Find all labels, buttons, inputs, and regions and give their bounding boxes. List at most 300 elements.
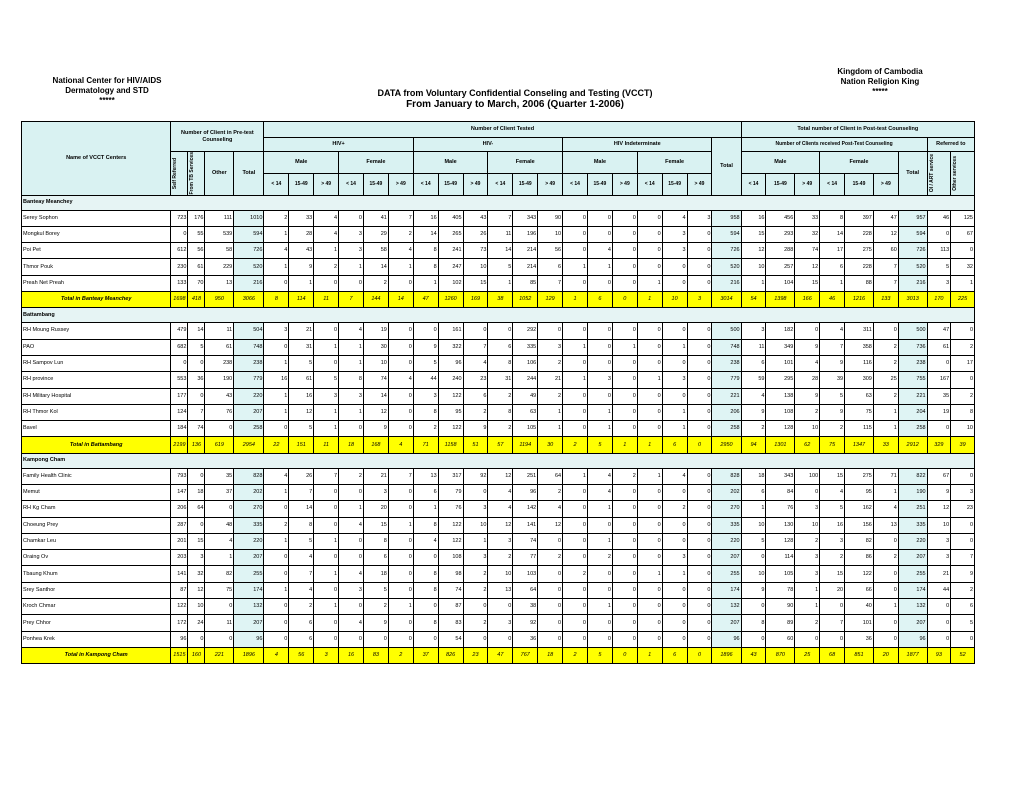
table-cell: 30 bbox=[538, 437, 563, 453]
table-cell: 31 bbox=[488, 372, 513, 388]
table-cell: 0 bbox=[687, 226, 712, 242]
table-cell: 13 bbox=[873, 517, 898, 533]
table-cell: 0 bbox=[687, 372, 712, 388]
table-cell: 96 bbox=[438, 355, 463, 371]
col-header-pretest-total: Total bbox=[234, 152, 264, 196]
table-cell: 0 bbox=[314, 517, 339, 533]
table-cell: 767 bbox=[513, 647, 538, 663]
table-cell: 93 bbox=[927, 647, 951, 663]
table-cell: 0 bbox=[820, 599, 845, 615]
table-cell: 0 bbox=[612, 292, 637, 308]
table-cell: 0 bbox=[388, 566, 413, 582]
table-cell: 104 bbox=[766, 275, 795, 291]
table-cell: 3 bbox=[188, 550, 205, 566]
table-cell: 18 bbox=[538, 647, 563, 663]
table-cell: 0 bbox=[662, 582, 687, 598]
table-cell: 238 bbox=[234, 355, 264, 371]
table-cell: 0 bbox=[873, 323, 898, 339]
table-cell: 37 bbox=[205, 484, 234, 500]
table-cell: 0 bbox=[563, 550, 588, 566]
table-cell: 0 bbox=[388, 404, 413, 420]
table-cell: 9 bbox=[927, 484, 951, 500]
table-cell: 8 bbox=[264, 292, 289, 308]
table-cell: 2 bbox=[587, 550, 612, 566]
table-cell: 0 bbox=[612, 501, 637, 517]
table-cell: 0 bbox=[612, 533, 637, 549]
table-cell: 14 bbox=[820, 226, 845, 242]
table-cell: 4 bbox=[264, 468, 289, 484]
table-cell: 0 bbox=[563, 533, 588, 549]
table-cell: 0 bbox=[339, 550, 364, 566]
table-row bbox=[22, 566, 975, 582]
table-cell: 216 bbox=[234, 275, 264, 291]
col-header-tested: Number of Client Tested bbox=[264, 122, 741, 138]
table-cell: 6 bbox=[488, 339, 513, 355]
table-cell: 4 bbox=[314, 210, 339, 226]
table-cell: 247 bbox=[438, 259, 463, 275]
table-cell: 5 bbox=[363, 582, 388, 598]
table-cell: 1 bbox=[264, 533, 289, 549]
section-title: Kampong Cham bbox=[22, 453, 975, 468]
table-cell: 0 bbox=[612, 372, 637, 388]
table-cell: 147 bbox=[171, 484, 188, 500]
table-cell: 169 bbox=[463, 292, 488, 308]
col-header-pos-female: Female bbox=[339, 152, 414, 174]
table-cell: 2 bbox=[388, 647, 413, 663]
table-cell: 4 bbox=[820, 484, 845, 500]
table-cell: 6 bbox=[741, 355, 766, 371]
table-cell: 0 bbox=[563, 501, 588, 517]
table-cell: 0 bbox=[205, 631, 234, 647]
table-cell: 2 bbox=[563, 566, 588, 582]
table-cell: 182 bbox=[766, 323, 795, 339]
table-cell: 96 bbox=[712, 631, 741, 647]
table-cell: 203 bbox=[171, 550, 188, 566]
table-cell: 36 bbox=[845, 631, 874, 647]
center-name: RH province bbox=[22, 372, 171, 388]
table-cell: 0 bbox=[687, 355, 712, 371]
table-cell: 122 bbox=[438, 533, 463, 549]
center-name: Srey Santhor bbox=[22, 582, 171, 598]
table-cell: 0 bbox=[563, 615, 588, 631]
table-cell: 1 bbox=[795, 599, 820, 615]
table-cell: 0 bbox=[463, 599, 488, 615]
table-cell: 23 bbox=[463, 647, 488, 663]
table-cell: 67 bbox=[927, 468, 951, 484]
table-cell: 0 bbox=[314, 550, 339, 566]
center-name: Oraing Ov bbox=[22, 550, 171, 566]
col-header-other: Other bbox=[205, 152, 234, 196]
table-cell: 2 bbox=[463, 566, 488, 582]
table-cell: 0 bbox=[951, 631, 975, 647]
col-header-pos-male: Male bbox=[264, 152, 339, 174]
table-cell: 2 bbox=[563, 647, 588, 663]
table-cell: 1 bbox=[463, 533, 488, 549]
table-cell: 4 bbox=[488, 501, 513, 517]
table-cell: 0 bbox=[951, 243, 975, 259]
table-cell: 0 bbox=[388, 355, 413, 371]
table-cell: 1 bbox=[873, 484, 898, 500]
table-cell: 682 bbox=[171, 339, 188, 355]
total-label: Total in Banteay Meanchey bbox=[22, 292, 171, 308]
table-cell: 64 bbox=[538, 468, 563, 484]
table-cell: 60 bbox=[873, 243, 898, 259]
table-cell: 0 bbox=[188, 388, 205, 404]
table-row bbox=[22, 404, 975, 420]
table-cell: 76 bbox=[766, 501, 795, 517]
table-cell: 2 bbox=[951, 339, 975, 355]
table-cell: 0 bbox=[388, 631, 413, 647]
table-cell: 9 bbox=[363, 421, 388, 437]
table-cell: 114 bbox=[766, 550, 795, 566]
table-cell: 8 bbox=[413, 517, 438, 533]
table-cell: 16 bbox=[264, 372, 289, 388]
table-cell: 6 bbox=[463, 388, 488, 404]
table-cell: 500 bbox=[898, 323, 927, 339]
table-cell: 0 bbox=[637, 484, 662, 500]
table-cell: 0 bbox=[662, 355, 687, 371]
table-cell: 0 bbox=[587, 226, 612, 242]
table-cell: 0 bbox=[314, 275, 339, 291]
table-cell: 174 bbox=[712, 582, 741, 598]
table-cell: 16 bbox=[820, 517, 845, 533]
table-cell: 3 bbox=[951, 484, 975, 500]
table-cell: 16 bbox=[339, 647, 364, 663]
center-name: Family Health Clinic bbox=[22, 468, 171, 484]
table-cell: 1 bbox=[264, 388, 289, 404]
table-cell: 0 bbox=[927, 355, 951, 371]
table-cell: 0 bbox=[637, 388, 662, 404]
center-name: Thmor Pouk bbox=[22, 259, 171, 275]
table-cell: 3 bbox=[339, 582, 364, 598]
table-cell: 0 bbox=[463, 631, 488, 647]
table-cell: 335 bbox=[234, 517, 264, 533]
center-name: RH Sampov Lun bbox=[22, 355, 171, 371]
table-cell: 1 bbox=[637, 647, 662, 663]
table-cell: 0 bbox=[188, 517, 205, 533]
table-cell: 0 bbox=[741, 599, 766, 615]
col-header-age: 15-49 bbox=[662, 173, 687, 195]
table-cell: 9 bbox=[820, 355, 845, 371]
table-cell: 0 bbox=[314, 615, 339, 631]
table-cell: 4 bbox=[662, 210, 687, 226]
table-cell: 0 bbox=[538, 533, 563, 549]
table-cell: 87 bbox=[438, 599, 463, 615]
table-cell: 43 bbox=[741, 647, 766, 663]
table-cell: 9 bbox=[363, 615, 388, 631]
table-cell: 4 bbox=[339, 615, 364, 631]
table-cell: 47 bbox=[927, 323, 951, 339]
table-cell: 216 bbox=[712, 275, 741, 291]
table-cell: 594 bbox=[898, 226, 927, 242]
table-cell: 0 bbox=[662, 533, 687, 549]
table-cell: 88 bbox=[845, 275, 874, 291]
table-cell: 3 bbox=[927, 533, 951, 549]
table-cell: 141 bbox=[171, 566, 188, 582]
table-cell: 0 bbox=[687, 388, 712, 404]
table-cell: 214 bbox=[513, 243, 538, 259]
table-cell: 58 bbox=[363, 243, 388, 259]
table-cell: 71 bbox=[873, 468, 898, 484]
col-header-age: < 14 bbox=[637, 173, 662, 195]
table-cell: 0 bbox=[873, 615, 898, 631]
table-cell: 0 bbox=[612, 388, 637, 404]
table-cell: 1 bbox=[314, 421, 339, 437]
table-cell: 43 bbox=[205, 388, 234, 404]
center-name: Bavel bbox=[22, 421, 171, 437]
table-cell: 958 bbox=[712, 210, 741, 226]
table-cell: 0 bbox=[264, 501, 289, 517]
table-cell: 101 bbox=[766, 355, 795, 371]
table-cell: 255 bbox=[712, 566, 741, 582]
table-cell: 1 bbox=[637, 566, 662, 582]
table-cell: 221 bbox=[205, 647, 234, 663]
table-cell: 255 bbox=[898, 566, 927, 582]
table-cell: 46 bbox=[927, 210, 951, 226]
table-cell: 1 bbox=[873, 404, 898, 420]
table-cell: 39 bbox=[951, 437, 975, 453]
table-cell: 63 bbox=[513, 404, 538, 420]
table-cell: 43 bbox=[463, 210, 488, 226]
table-cell: 61 bbox=[205, 339, 234, 355]
col-header-age: 15-49 bbox=[438, 173, 463, 195]
table-cell: 4 bbox=[795, 355, 820, 371]
table-cell: 1 bbox=[820, 275, 845, 291]
center-name: Memut bbox=[22, 484, 171, 500]
table-cell: 133 bbox=[171, 275, 188, 291]
table-cell: 43 bbox=[289, 243, 314, 259]
table-cell: 96 bbox=[171, 631, 188, 647]
table-cell: 520 bbox=[712, 259, 741, 275]
table-cell: 133 bbox=[873, 292, 898, 308]
table-row bbox=[22, 243, 975, 259]
table-cell: 26 bbox=[289, 468, 314, 484]
table-cell: 103 bbox=[513, 566, 538, 582]
table-cell: 10 bbox=[741, 517, 766, 533]
table-cell: 12 bbox=[363, 404, 388, 420]
table-cell: 55 bbox=[188, 226, 205, 242]
table-cell: 0 bbox=[951, 372, 975, 388]
table-cell: 0 bbox=[637, 615, 662, 631]
kingdom-header bbox=[810, 67, 950, 97]
table-body bbox=[22, 195, 975, 664]
table-cell: 122 bbox=[438, 517, 463, 533]
table-cell: 7 bbox=[339, 292, 364, 308]
table-cell: 0 bbox=[795, 484, 820, 500]
table-cell: 1 bbox=[587, 421, 612, 437]
col-header-age: 15-49 bbox=[845, 173, 874, 195]
table-cell: 68 bbox=[820, 647, 845, 663]
table-cell: 2 bbox=[741, 421, 766, 437]
table-cell: 3 bbox=[927, 550, 951, 566]
table-cell: 0 bbox=[339, 599, 364, 615]
table-cell: 3 bbox=[795, 550, 820, 566]
table-cell: 292 bbox=[513, 323, 538, 339]
table-cell: 240 bbox=[438, 372, 463, 388]
table-cell: 3 bbox=[795, 501, 820, 517]
table-cell: 201 bbox=[171, 533, 188, 549]
table-cell: 20 bbox=[363, 501, 388, 517]
table-cell: 8 bbox=[741, 615, 766, 631]
center-name: RH Kg Cham bbox=[22, 501, 171, 517]
table-cell: 0 bbox=[538, 582, 563, 598]
table-cell: 0 bbox=[612, 631, 637, 647]
table-cell: 15 bbox=[188, 533, 205, 549]
table-cell: 8 bbox=[413, 615, 438, 631]
table-cell: 0 bbox=[413, 599, 438, 615]
table-cell: 54 bbox=[438, 631, 463, 647]
table-cell: 108 bbox=[438, 550, 463, 566]
table-cell: 1 bbox=[538, 404, 563, 420]
table-cell: 47 bbox=[413, 292, 438, 308]
table-cell: 83 bbox=[438, 615, 463, 631]
table-cell: 0 bbox=[873, 582, 898, 598]
table-cell: 82 bbox=[845, 533, 874, 549]
table-cell: 0 bbox=[662, 323, 687, 339]
table-cell: 329 bbox=[927, 437, 951, 453]
table-cell: 0 bbox=[687, 550, 712, 566]
table-cell: 0 bbox=[264, 615, 289, 631]
table-cell: 136 bbox=[188, 437, 205, 453]
table-cell: 10 bbox=[927, 517, 951, 533]
table-cell: 258 bbox=[234, 421, 264, 437]
table-cell: 10 bbox=[188, 599, 205, 615]
table-cell: 66 bbox=[845, 582, 874, 598]
table-cell: 28 bbox=[289, 226, 314, 242]
table-cell: 736 bbox=[898, 339, 927, 355]
table-cell: 21 bbox=[538, 372, 563, 388]
table-cell: 37 bbox=[413, 647, 438, 663]
table-cell: 0 bbox=[873, 631, 898, 647]
table-cell: 0 bbox=[388, 323, 413, 339]
table-cell: 6 bbox=[587, 292, 612, 308]
center-name: Kroch Chmar bbox=[22, 599, 171, 615]
table-cell: 0 bbox=[538, 323, 563, 339]
table-cell: 0 bbox=[637, 599, 662, 615]
table-cell: 8 bbox=[363, 533, 388, 549]
table-cell: 10 bbox=[795, 421, 820, 437]
table-cell: 5 bbox=[587, 437, 612, 453]
table-cell: 9 bbox=[820, 404, 845, 420]
table-cell: 1 bbox=[538, 421, 563, 437]
table-cell: 1 bbox=[662, 566, 687, 582]
table-cell: 111 bbox=[205, 210, 234, 226]
table-cell: 1 bbox=[563, 292, 588, 308]
table-cell: 9 bbox=[463, 421, 488, 437]
table-cell: 0 bbox=[563, 421, 588, 437]
table-cell: 40 bbox=[845, 599, 874, 615]
table-cell: 190 bbox=[205, 372, 234, 388]
table-cell: 275 bbox=[845, 243, 874, 259]
table-cell: 1 bbox=[339, 404, 364, 420]
table-cell: 62 bbox=[795, 437, 820, 453]
table-cell: 0 bbox=[563, 210, 588, 226]
table-cell: 7 bbox=[388, 468, 413, 484]
table-cell: 207 bbox=[234, 404, 264, 420]
table-cell: 5 bbox=[314, 372, 339, 388]
table-cell: 124 bbox=[171, 404, 188, 420]
table-cell: 3 bbox=[339, 388, 364, 404]
table-cell: 553 bbox=[171, 372, 188, 388]
table-cell: 2 bbox=[538, 484, 563, 500]
kingdom-line-2: Nation Religion King bbox=[840, 77, 920, 86]
table-cell: 115 bbox=[845, 421, 874, 437]
table-cell: 828 bbox=[712, 468, 741, 484]
table-cell: 0 bbox=[687, 501, 712, 517]
table-cell: 12 bbox=[488, 517, 513, 533]
table-cell: 1 bbox=[339, 259, 364, 275]
table-cell: 67 bbox=[951, 226, 975, 242]
table-cell: 270 bbox=[234, 501, 264, 517]
table-cell: 74 bbox=[513, 533, 538, 549]
table-cell: 162 bbox=[845, 501, 874, 517]
table-cell: 397 bbox=[845, 210, 874, 226]
table-cell: 1 bbox=[314, 339, 339, 355]
table-cell: 0 bbox=[264, 566, 289, 582]
table-cell: 7 bbox=[951, 550, 975, 566]
table-cell: 0 bbox=[637, 210, 662, 226]
table-cell: 0 bbox=[205, 421, 234, 437]
table-cell: 418 bbox=[188, 292, 205, 308]
table-cell: 287 bbox=[171, 517, 188, 533]
table-cell: 0 bbox=[264, 550, 289, 566]
table-cell: 251 bbox=[513, 468, 538, 484]
table-cell: 1 bbox=[413, 275, 438, 291]
table-cell: 49 bbox=[513, 388, 538, 404]
table-cell: 851 bbox=[845, 647, 874, 663]
table-cell: 11 bbox=[205, 615, 234, 631]
table-cell: 4 bbox=[314, 226, 339, 242]
table-cell: 0 bbox=[587, 582, 612, 598]
table-cell: 7 bbox=[538, 275, 563, 291]
table-row bbox=[22, 323, 975, 339]
table-cell: 61 bbox=[927, 339, 951, 355]
table-row bbox=[22, 210, 975, 226]
table-cell: 4 bbox=[388, 437, 413, 453]
table-cell: 4 bbox=[388, 372, 413, 388]
table-cell: 22 bbox=[264, 437, 289, 453]
table-cell: 90 bbox=[538, 210, 563, 226]
table-cell: 144 bbox=[363, 292, 388, 308]
table-cell: 5 bbox=[951, 615, 975, 631]
table-cell: 10 bbox=[951, 421, 975, 437]
table-cell: 14 bbox=[363, 259, 388, 275]
table-cell: 1 bbox=[637, 372, 662, 388]
table-cell: 1 bbox=[951, 275, 975, 291]
table-cell: 4 bbox=[538, 501, 563, 517]
table-cell: 0 bbox=[563, 582, 588, 598]
table-cell: 122 bbox=[438, 388, 463, 404]
table-row bbox=[22, 259, 975, 275]
total-row bbox=[22, 647, 975, 663]
table-row bbox=[22, 339, 975, 355]
table-cell: 15 bbox=[741, 226, 766, 242]
table-cell: 15 bbox=[463, 275, 488, 291]
table-row bbox=[22, 599, 975, 615]
table-cell: 47 bbox=[873, 210, 898, 226]
table-cell: 1 bbox=[563, 259, 588, 275]
table-cell: 12 bbox=[538, 517, 563, 533]
col-header-neg-female: Female bbox=[488, 152, 563, 174]
table-cell: 1896 bbox=[712, 647, 741, 663]
table-cell: 6 bbox=[662, 437, 687, 453]
table-cell: 0 bbox=[612, 226, 637, 242]
table-cell: 0 bbox=[171, 226, 188, 242]
table-cell: 4 bbox=[587, 468, 612, 484]
table-row bbox=[22, 615, 975, 631]
table-cell: 3 bbox=[662, 550, 687, 566]
table-cell: 0 bbox=[927, 599, 951, 615]
